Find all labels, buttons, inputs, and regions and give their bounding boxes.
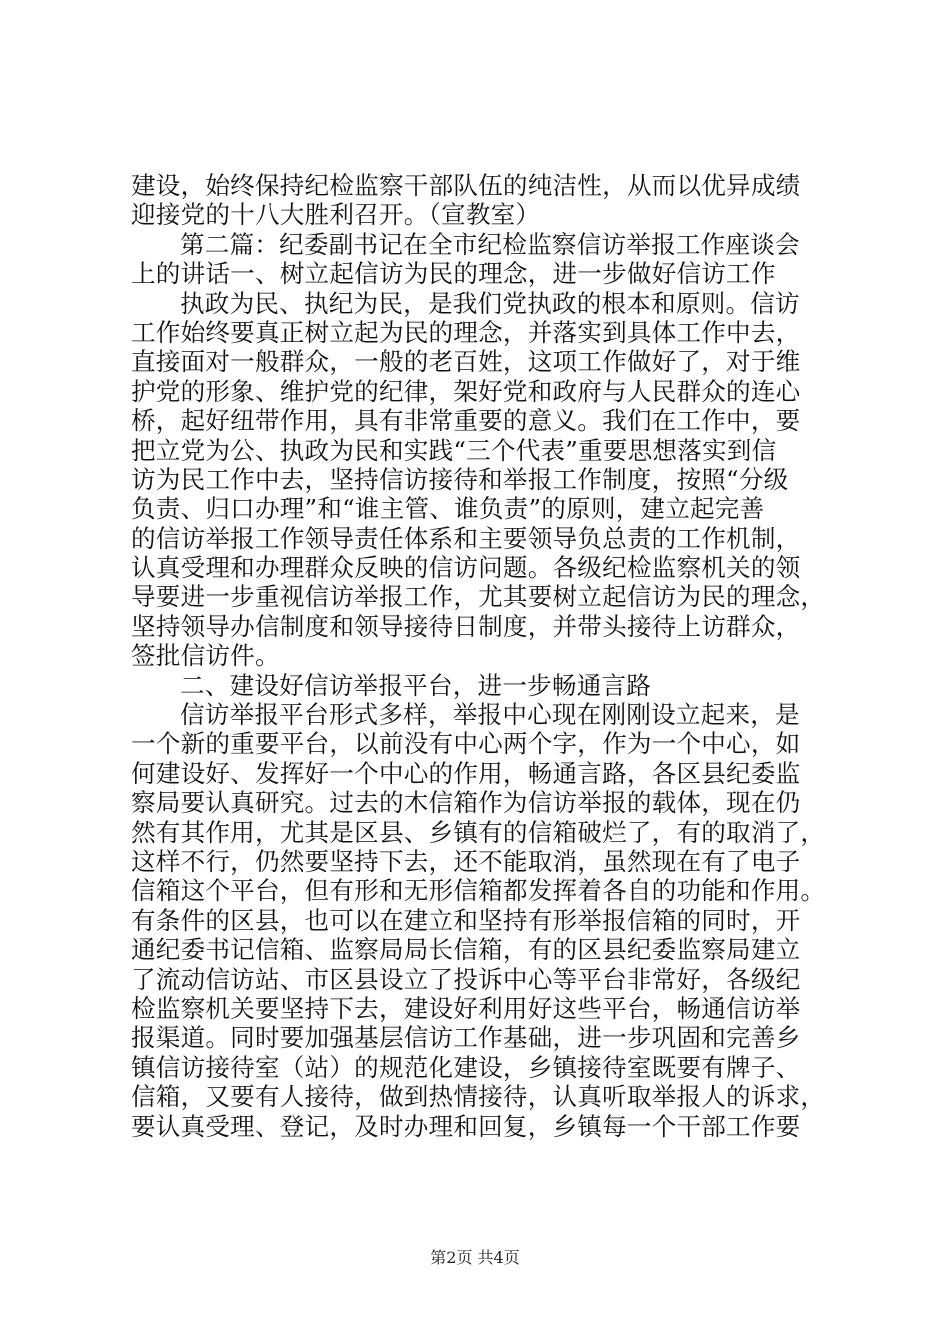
text-line: 察局要认真研究。过去的木信箱作为信访举报的载体，现在仍 xyxy=(131,788,801,818)
text-line: 二、建设好信访举报平台，进一步畅通言路 xyxy=(180,670,652,700)
text-line: 信箱这个平台，但有形和无形信箱都发挥着各自的功能和作用。 xyxy=(131,876,826,906)
paragraph-governance-principle xyxy=(131,289,831,671)
section-heading-part-two xyxy=(131,230,831,289)
text-line: 一个新的重要平台，以前没有中心两个字，作为一个中心，如 xyxy=(131,729,801,759)
text-line: 镇信访接待室（站）的规范化建设，乡镇接待室既要有牌子、 xyxy=(131,1052,801,1082)
text-line: 何建设好、发挥好一个中心的作用，畅通言路，各区县纪委监 xyxy=(131,758,801,788)
text-line: 工作始终要真正树立起为民的理念，并落实到具体工作中去， xyxy=(131,317,801,347)
text-line: 把立党为公、执政为民和实践“三个代表”重要思想落实到信 xyxy=(131,435,777,465)
text-line: 访为民工作中去，坚持信访接待和举报工作制度，按照“分级 xyxy=(131,464,789,494)
text-line: 了流动信访站、市区县设立了投诉中心等平台非常好，各级纪 xyxy=(131,964,801,994)
text-line: 导要进一步重视信访举报工作，尤其要树立起信访为民的理念， xyxy=(131,582,826,612)
text-line: 签批信访件。 xyxy=(131,641,280,671)
document-body xyxy=(131,171,831,1141)
text-line: 负责、归口办理”和“谁主管、谁负责”的原则，建立起完善 xyxy=(131,494,765,524)
text-line: 然有其作用，尤其是区县、乡镇有的信箱破烂了，有的取消了， xyxy=(131,817,826,847)
text-line: 上的讲话一、树立起信访为民的理念，进一步做好信访工作 xyxy=(131,259,776,289)
text-line: 信访举报平台形式多样，举报中心现在刚刚设立起来，是 xyxy=(180,700,800,730)
text-line: 直接面对一般群众，一般的老百姓，这项工作做好了，对于维 xyxy=(131,347,801,377)
text-line: 认真受理和办理群众反映的信访问题。各级纪检监察机关的领 xyxy=(131,553,801,583)
page-number-footer: 第2页 共4页 xyxy=(430,1248,520,1267)
paragraph-reporting-platform xyxy=(131,700,831,1141)
text-line: 通纪委书记信箱、监察局局长信箱，有的区县纪委监察局建立 xyxy=(131,935,801,965)
paragraph-closing-previous xyxy=(131,171,831,230)
text-line: 有条件的区县，也可以在建立和坚持有形举报信箱的同时，开 xyxy=(131,905,801,935)
text-line: 桥，起好纽带作用，具有非常重要的意义。我们在工作中，要 xyxy=(131,406,801,436)
text-line: 迎接党的十八大胜利召开。（宣教室） xyxy=(131,200,541,230)
text-line: 报渠道。同时要加强基层信访工作基础，进一步巩固和完善乡 xyxy=(131,1023,801,1053)
text-line: 的信访举报工作领导责任体系和主要领导负总责的工作机制， xyxy=(131,523,801,553)
section-heading-platform xyxy=(131,671,831,700)
text-line: 信箱，又要有人接待，做到热情接待，认真听取举报人的诉求， xyxy=(131,1082,826,1112)
text-line: 第二篇：纪委副书记在全市纪检监察信访举报工作座谈会 xyxy=(180,229,800,259)
text-line: 检监察机关要坚持下去，建设好利用好这些平台，畅通信访举 xyxy=(131,993,801,1023)
text-line: 要认真受理、登记，及时办理和回复，乡镇每一个干部工作要 xyxy=(131,1111,801,1141)
text-line: 坚持领导办信制度和领导接待日制度，并带头接待上访群众， xyxy=(131,611,801,641)
text-line: 护党的形象、维护党的纪律，架好党和政府与人民群众的连心 xyxy=(131,376,801,406)
text-line: 这样不行，仍然要坚持下去，还不能取消，虽然现在有了电子 xyxy=(131,846,801,876)
text-line: 执政为民、执纪为民，是我们党执政的根本和原则。信访 xyxy=(180,288,800,318)
text-line: 建设，始终保持纪检监察干部队伍的纯洁性，从而以优异成绩 xyxy=(131,171,801,200)
